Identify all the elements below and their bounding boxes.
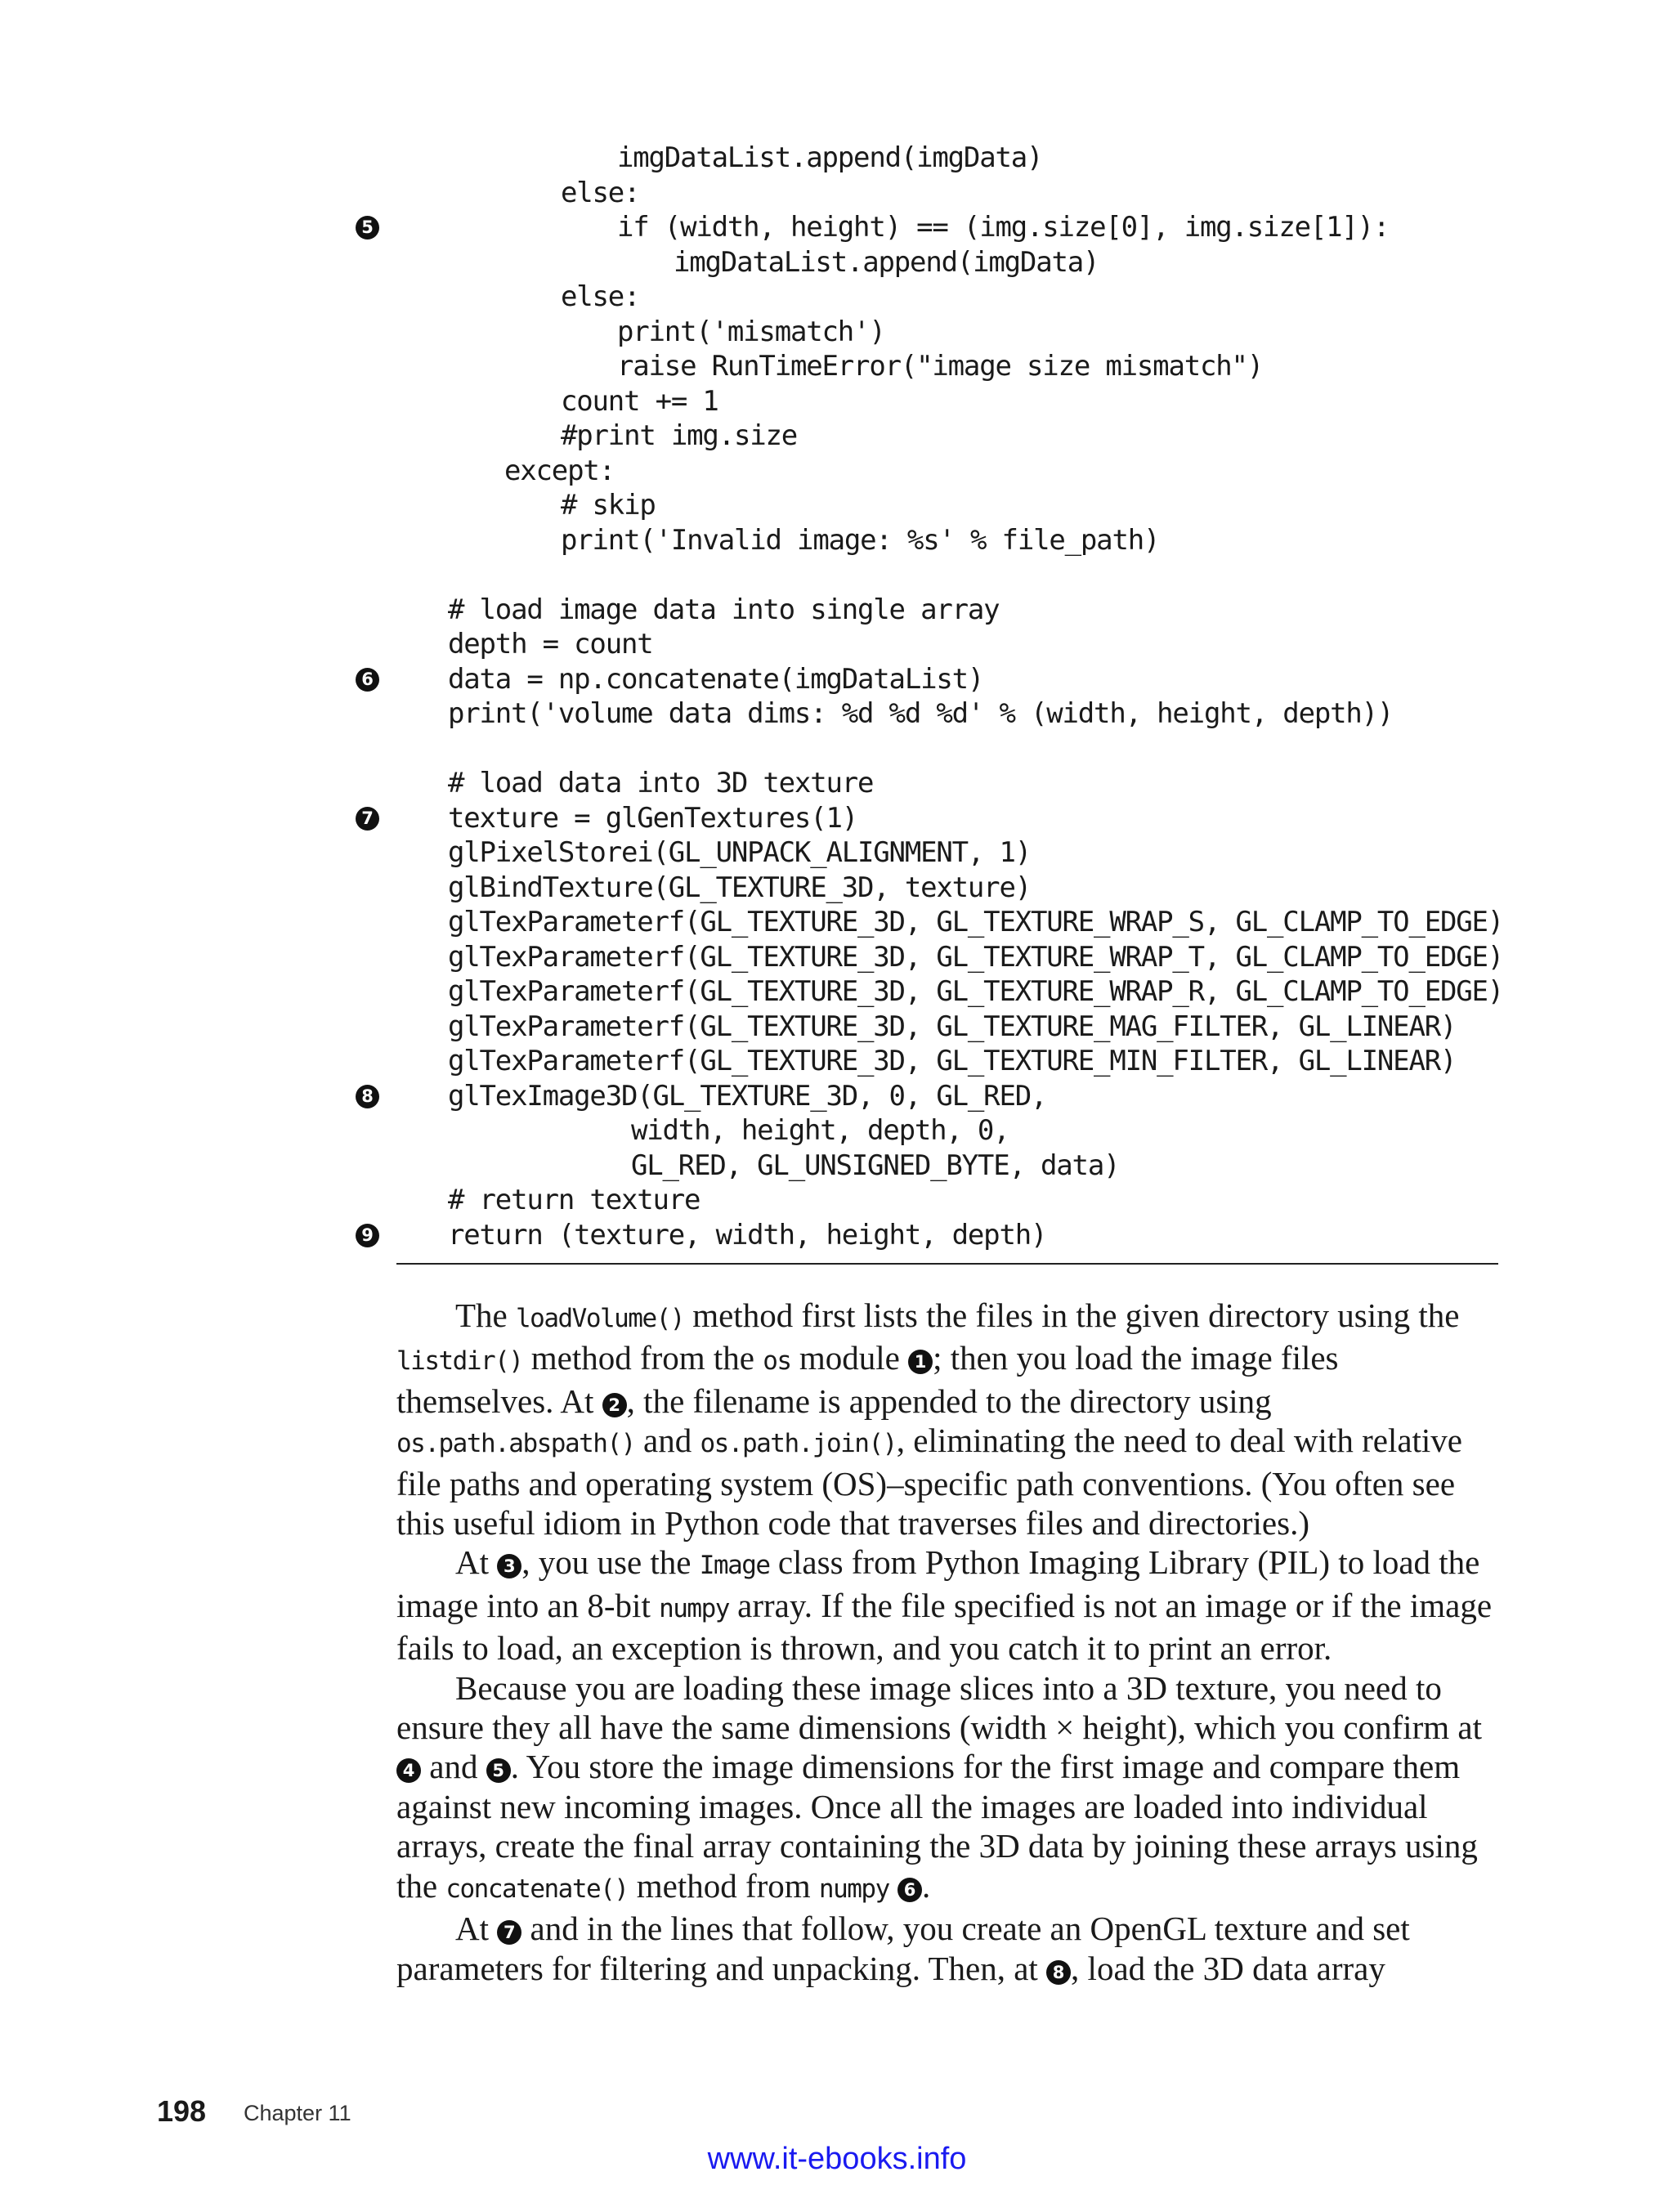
code-text: else: [561, 280, 640, 313]
callout-marker: 4 [396, 1758, 421, 1783]
text-run: array. If the file specified is not an image or if the image fails to load, an exception is thrown, and you catch it to print an error. [396, 1586, 1493, 1668]
inline-code: concatenate() [445, 1874, 629, 1904]
code-text: glTexImage3D(GL_TEXTURE_3D, 0, GL_RED, [448, 1079, 1047, 1113]
text-run: and [421, 1748, 486, 1786]
text-run: . [922, 1866, 931, 1905]
code-text: # load data into 3D texture [448, 767, 874, 799]
code-text: # return texture [448, 1184, 700, 1216]
code-text: texture = glGenTextures(1) [448, 801, 858, 835]
code-line [0, 1149, 1674, 1184]
code-text: print('mismatch') [617, 315, 885, 348]
callout-marker: 7 [497, 1920, 521, 1945]
code-text: depth = count [448, 628, 653, 660]
code-text: except: [504, 454, 615, 487]
code-line [0, 905, 1674, 940]
paragraph [396, 1668, 1500, 1909]
code-listing [0, 141, 1674, 1252]
code-text: glTexParameterf(GL_TEXTURE_3D, GL_TEXTURE_MAG_FILTER, GL_LINEAR) [448, 1010, 1457, 1043]
text-run: and in the lines that follow, you create an OpenGL texture and set parameters for filtering and unpacking. Then, at [396, 1910, 1410, 1987]
callout-marker: 8 [356, 1085, 379, 1108]
callout-marker: 9 [356, 1224, 379, 1247]
code-line [0, 488, 1674, 523]
code-line [0, 1079, 1674, 1114]
text-run: , eliminating the need to deal with relative file paths and operating system (OS)–specific path conventions. (You often see this useful idiom in Python code that traverses files and directories.) [396, 1422, 1462, 1543]
text-run: ; then you load the image files themselves. At [396, 1339, 1339, 1420]
callout-marker: 8 [1046, 1960, 1071, 1985]
callout-marker: 3 [497, 1554, 521, 1578]
code-text: if (width, height) == (img.size[0], img.size[1]): [617, 211, 1390, 244]
text-run: , the filename is appended to the directory using [626, 1381, 1272, 1420]
code-text: glBindTexture(GL_TEXTURE_3D, texture) [448, 871, 1031, 904]
code-line [0, 1010, 1674, 1045]
paragraph [396, 1543, 1500, 1668]
code-line [0, 523, 1674, 558]
source-watermark: www.it-ebooks.info [707, 2142, 967, 2176]
text-run: . You store the image dimensions for the first image and compare them against new incoming images. Once all the images are loaded into individual arrays, create the final array containing the 3D data by joining these arrays using the [396, 1748, 1478, 1905]
code-line [0, 454, 1674, 489]
listing-end-rule [396, 1263, 1498, 1265]
text-run: module [790, 1339, 909, 1377]
callout-marker: 1 [908, 1350, 933, 1374]
callout-marker: 2 [602, 1393, 627, 1417]
code-text: print('Invalid image: %s' % file_path) [561, 523, 1160, 557]
callout-marker: 5 [486, 1758, 511, 1783]
code-line [0, 419, 1674, 454]
text-run: At [455, 1910, 498, 1948]
callout-marker: 5 [356, 216, 379, 240]
code-line [0, 141, 1674, 176]
inline-code: numpy [818, 1874, 889, 1904]
code-text: data = np.concatenate(imgDataList) [448, 662, 984, 696]
code-text: glTexParameterf(GL_TEXTURE_3D, GL_TEXTURE_WRAP_R, GL_CLAMP_TO_EDGE) [448, 975, 1504, 1008]
code-line [0, 871, 1674, 906]
text-run: method first lists the files in the given directory using the [683, 1296, 1460, 1334]
inline-code: listdir() [396, 1346, 523, 1377]
code-text: print('volume data dims: %d %d %d' % (width, height, depth)) [448, 697, 1394, 730]
code-line [0, 349, 1674, 384]
inline-code: numpy [659, 1593, 729, 1623]
code-text: raise RunTimeError("image size mismatch") [617, 350, 1264, 383]
code-line [0, 176, 1674, 211]
code-text: GL_RED, GL_UNSIGNED_BYTE, data) [631, 1149, 1120, 1182]
code-text: count += 1 [561, 384, 718, 418]
code-text: glTexParameterf(GL_TEXTURE_3D, GL_TEXTURE_WRAP_S, GL_CLAMP_TO_EDGE) [448, 906, 1504, 938]
code-text: else: [561, 176, 640, 209]
code-blank-line [0, 732, 1674, 767]
code-line [0, 1183, 1674, 1218]
code-text: # load image data into single array [448, 593, 1000, 626]
code-line [0, 835, 1674, 871]
text-run: and [634, 1422, 700, 1460]
code-line [0, 280, 1674, 315]
inline-code: os [763, 1346, 791, 1377]
code-text: return (texture, width, height, depth) [448, 1218, 1047, 1252]
inline-code: os.path.abspath() [396, 1429, 635, 1459]
chapter-label: Chapter 11 [244, 2101, 351, 2125]
text-run: method from the [522, 1339, 763, 1377]
code-line [0, 766, 1674, 801]
code-line [0, 801, 1674, 836]
paragraph [396, 1909, 1500, 1988]
callout-marker: 6 [356, 668, 379, 692]
code-line [0, 384, 1674, 419]
text-run: Because you are loading these image slices into a 3D texture, you need to ensure they all have the same dimensions (width × height), which you confirm at [396, 1668, 1482, 1747]
text-run: , you use the [521, 1543, 700, 1582]
code-line [0, 210, 1674, 245]
code-line [0, 974, 1674, 1010]
code-text: # skip [561, 489, 656, 522]
inline-code: os.path.join() [700, 1429, 897, 1459]
text-run: The [455, 1296, 516, 1334]
code-line [0, 1218, 1674, 1253]
text-run: , load the 3D data array [1071, 1949, 1385, 1987]
code-text: imgDataList.append(imgData) [674, 245, 1099, 279]
code-text: glTexParameterf(GL_TEXTURE_3D, GL_TEXTURE_WRAP_T, GL_CLAMP_TO_EDGE) [448, 940, 1504, 974]
code-text: glTexParameterf(GL_TEXTURE_3D, GL_TEXTURE_MIN_FILTER, GL_LINEAR) [448, 1045, 1457, 1077]
code-text: #print img.size [561, 419, 798, 452]
callout-marker: 7 [356, 807, 379, 831]
text-run: At [455, 1543, 498, 1582]
code-line [0, 627, 1674, 662]
code-line [0, 1113, 1674, 1149]
paragraph [396, 1296, 1500, 1543]
text-run: method from [628, 1866, 819, 1905]
code-line [0, 1044, 1674, 1079]
text-run [889, 1867, 897, 1905]
code-blank-line [0, 557, 1674, 593]
code-line [0, 315, 1674, 350]
body-text [396, 1296, 1500, 1988]
inline-code: loadVolume() [516, 1304, 684, 1333]
page-number: 198 [157, 2094, 207, 2128]
code-line [0, 940, 1674, 975]
code-text: width, height, depth, 0, [631, 1114, 1009, 1147]
code-line [0, 245, 1674, 280]
code-text: imgDataList.append(imgData) [617, 141, 1043, 174]
callout-marker: 6 [897, 1878, 922, 1902]
code-line [0, 662, 1674, 697]
code-line [0, 593, 1674, 628]
inline-code: Image [699, 1551, 770, 1581]
code-text: glPixelStorei(GL_UNPACK_ALIGNMENT, 1) [448, 836, 1031, 869]
code-line [0, 696, 1674, 732]
text-run: class from Python Imaging Library (PIL) to load the image into an 8-bit [396, 1543, 1480, 1624]
